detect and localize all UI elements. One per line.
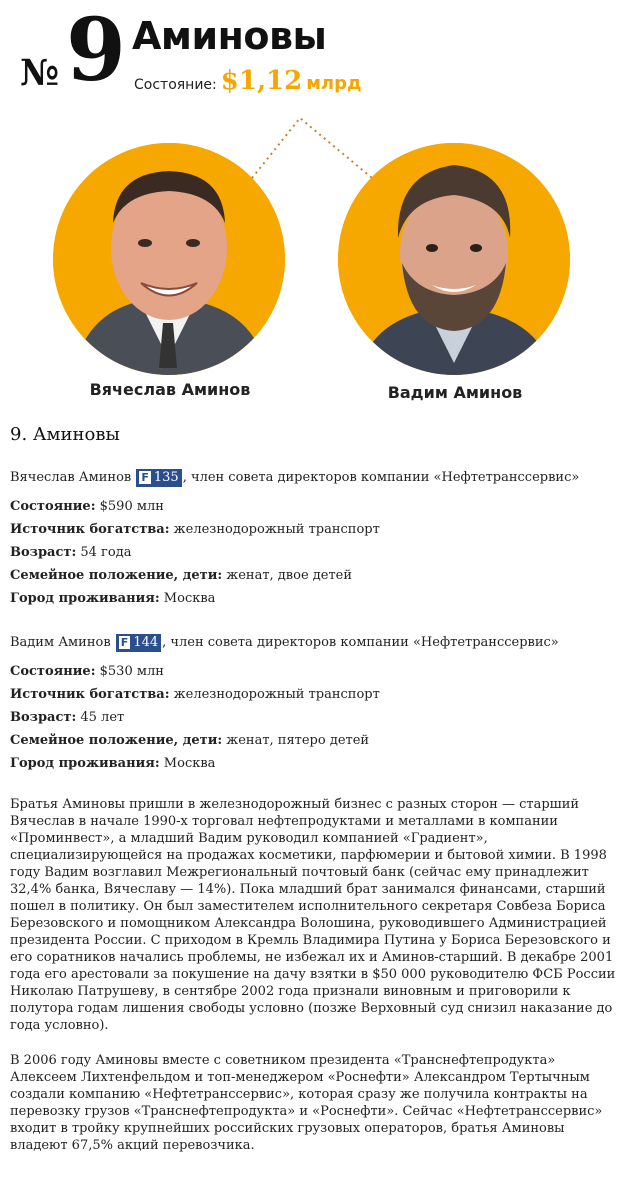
- net-worth-value: $1,12: [220, 66, 303, 96]
- field-row: [10, 495, 579, 518]
- field-row: [10, 518, 579, 541]
- field-value: железнодорожный транспорт: [169, 522, 380, 537]
- person-name: Вячеслав Аминов: [10, 470, 132, 485]
- field-value: $590 млн: [95, 499, 164, 514]
- forbes-rank-badge[interactable]: [116, 634, 161, 652]
- field-label: Состояние:: [10, 499, 96, 514]
- rank-number: 9: [66, 0, 126, 101]
- person-role: , член совета директоров компании «Нефтетранссервис»: [182, 470, 580, 485]
- field-label: Семейное положение, дети:: [10, 733, 223, 748]
- net-worth-unit: млрд: [306, 73, 362, 94]
- field-value: 54 года: [76, 545, 132, 560]
- field-value: Москва: [159, 591, 216, 606]
- field-label: Город проживания:: [10, 591, 160, 606]
- person-intro: [10, 466, 579, 489]
- field-value: 45 лет: [76, 710, 125, 725]
- field-row: [10, 706, 559, 729]
- field-label: Источник богатства:: [10, 522, 170, 537]
- person-name: Вадим Аминов: [10, 635, 111, 650]
- forbes-rank-badge[interactable]: [136, 469, 181, 487]
- field-label: Источник богатства:: [10, 687, 170, 702]
- field-value: женат, пятеро детей: [222, 733, 370, 748]
- field-row: [10, 683, 559, 706]
- forbes-f-icon: F: [120, 636, 129, 649]
- field-row: [10, 564, 579, 587]
- field-value: Москва: [159, 756, 216, 771]
- field-value: женат, двое детей: [222, 568, 353, 583]
- body-paragraph: В 2006 году Аминовы вместе с советником президента «Транснефтепродукта» Алексеем Лихтенфельдом и топ-менеджером «Роснефти» Александром Тертычным создали компанию «Нефтетранссервис», которая сразу же получила контракты на перевозку грузов «Транснефтепродукта» и «Роснефти». Сейчас «Нефтетранссервис» входит в тройку крупнейших российских грузовых операторов, братья Аминовы владеют 67,5% акций перевозчика.: [10, 1053, 603, 1153]
- forbes-rank: 135: [153, 470, 179, 485]
- section-title: 9. Аминовы: [10, 424, 120, 445]
- body-paragraph: Братья Аминовы пришли в железнодорожный бизнес с разных сторон — старший Вячеслав в начале 1990-х торговал нефтепродуктами и металлами в компании «Проминвест», а младший Вадим руководил компанией «Градиент», специализирующейся на продажах косметики, парфюмерии и бытовой химии. В 1998 году Вадим возглавил Межрегиональный почтовый банк (сейчас ему принадлежит 32,4% банка, Вячеславу — 14%). Пока младший брат занимался финансами, старший пошел в политику. Он был заместителем исполнительного секретаря Совбеза Бориса Березовского и помощником Александра Волошина, руководившего Администрацией президента России. С приходом в Кремль Владимира Путина у Бориса Березовского и его соратников начались проблемы, не избежал их и Аминов-старший. В декабре 2001 года его арестовали за покушение на дачу взятки в $50 000 руководителю ФСБ России Николаю Патрушеву, в сентябре 2002 года признали виновным и приговорили к полутора годам лишения свободы условно (позже Верховный суд снизил наказание до года условно).: [10, 797, 616, 1033]
- field-label: Возраст:: [10, 710, 77, 725]
- portrait-vadim: [338, 143, 570, 375]
- field-label: Семейное положение, дети:: [10, 568, 223, 583]
- portrait-vyacheslav: [53, 143, 285, 375]
- forbes-f-icon: F: [141, 471, 149, 484]
- net-worth-label: Состояние:: [134, 77, 217, 93]
- field-row: [10, 729, 559, 752]
- person-card-vadim: [10, 631, 559, 775]
- field-row: [10, 752, 559, 775]
- field-label: Состояние:: [10, 664, 96, 679]
- person-role: , член совета директоров компании «Нефтетранссервис»: [162, 635, 559, 650]
- rank-prefix: №: [20, 52, 59, 94]
- forbes-rank: 144: [133, 635, 159, 650]
- field-row: [10, 541, 579, 564]
- field-value: $530 млн: [95, 664, 164, 679]
- field-value: железнодорожный транспорт: [169, 687, 380, 702]
- field-row: [10, 660, 559, 683]
- portrait-name-vyacheslav: Вячеслав Аминов: [89, 380, 251, 399]
- page-title: Аминовы: [132, 14, 327, 58]
- person-intro: [10, 631, 559, 654]
- field-label: Возраст:: [10, 545, 77, 560]
- portrait-name-vadim: Вадим Аминов: [387, 383, 523, 402]
- person-card-vyacheslav: [10, 466, 579, 610]
- field-row: [10, 587, 579, 610]
- field-label: Город проживания:: [10, 756, 160, 771]
